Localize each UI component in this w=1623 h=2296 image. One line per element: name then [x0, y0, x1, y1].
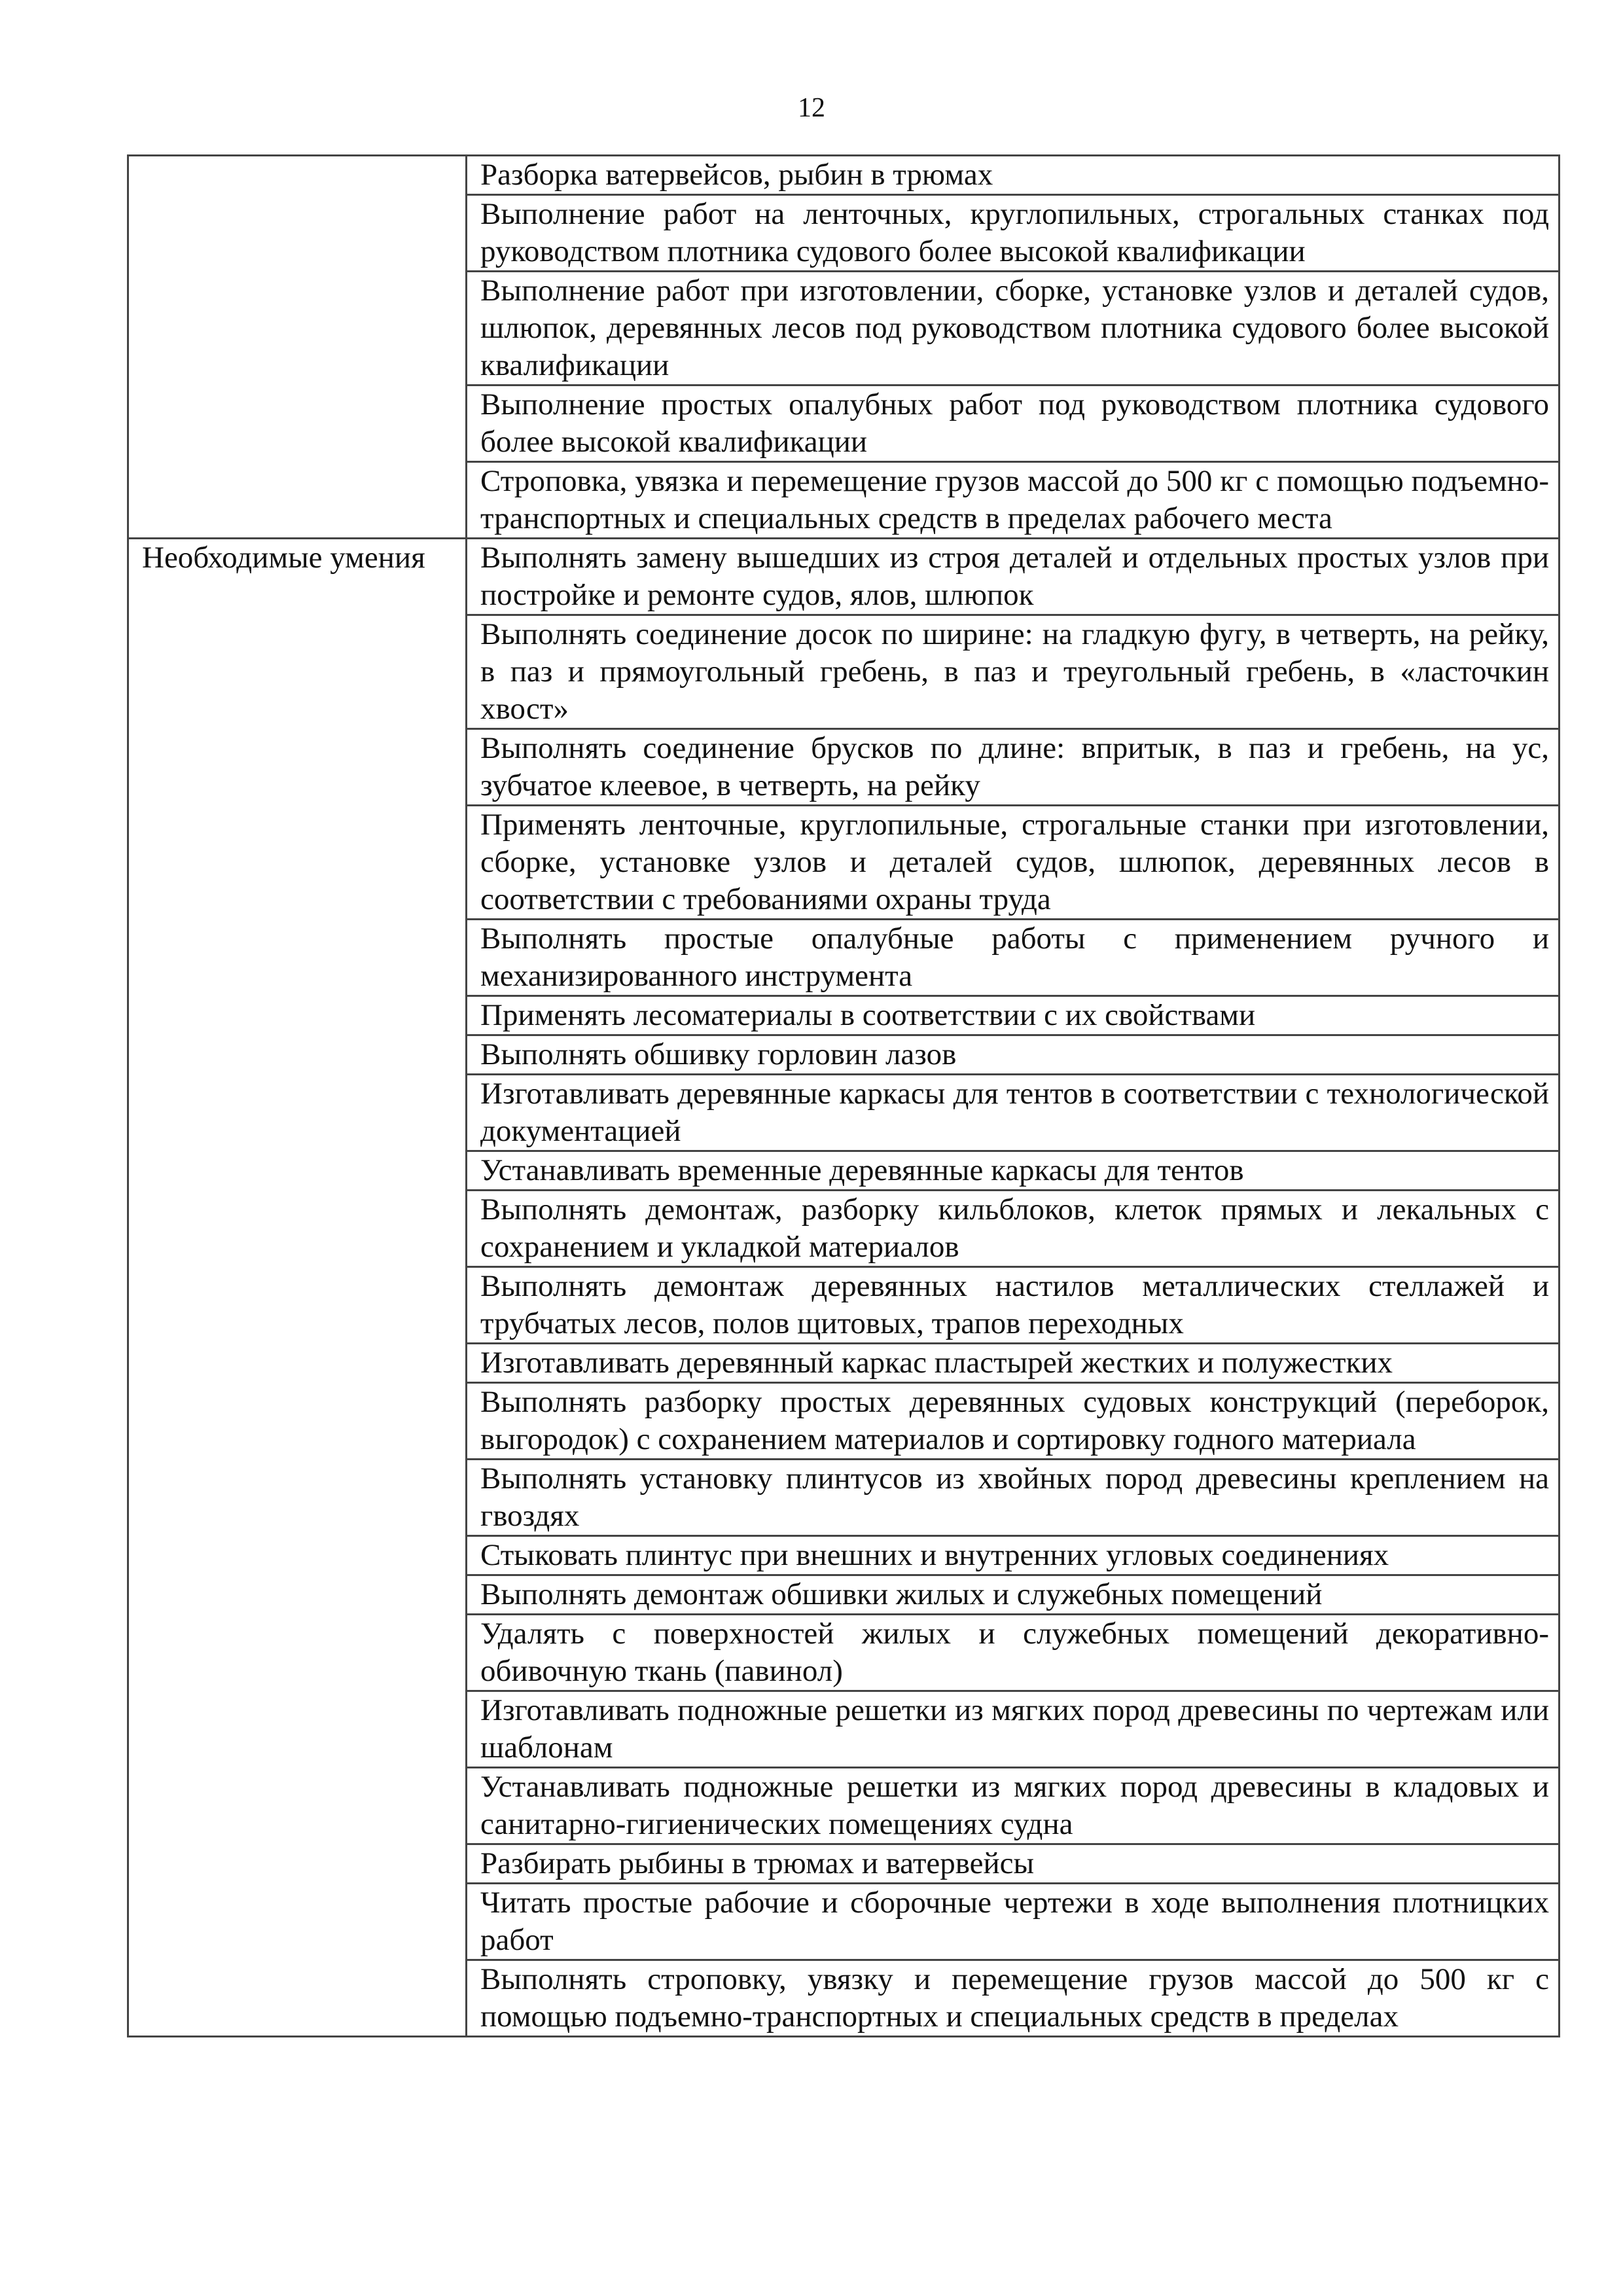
- table-cell: Выполнять замену вышедших из строя деталей и отдельных простых узлов при постройке и ремонте судов, ялов, шлюпок: [467, 539, 1560, 615]
- skills-table: [127, 154, 1560, 2037]
- table-cell: Выполнять демонтаж деревянных настилов металлических стеллажей и трубчатых лесов, полов щитовых, трапов переходных: [467, 1267, 1560, 1344]
- table-row: [128, 156, 1560, 195]
- table-cell: Изготавливать деревянные каркасы для тентов в соответствии с технологической документацией: [467, 1075, 1560, 1151]
- table-cell: Разборка ватервейсов, рыбин в трюмах: [467, 156, 1560, 195]
- table-body: [128, 156, 1560, 2037]
- empty-label-cell: [128, 156, 467, 539]
- table-cell: Устанавливать подножные решетки из мягких пород древесины в кладовых и санитарно-гигиенических помещениях судна: [467, 1768, 1560, 1844]
- table-cell: Строповка, увязка и перемещение грузов массой до 500 кг с помощью подъемно-транспортных и специальных средств в пределах рабочего места: [467, 462, 1560, 539]
- table-cell: Выполнение работ при изготовлении, сборке, установке узлов и деталей судов, шлюпок, деревянных лесов под руководством плотника судового более высокой квалификации: [467, 272, 1560, 386]
- table-cell: Читать простые рабочие и сборочные чертежи в ходе выполнения плотницких работ: [467, 1884, 1560, 1960]
- table-cell: Стыковать плинтус при внешних и внутренних угловых соединениях: [467, 1536, 1560, 1575]
- table-cell: Выполнение работ на ленточных, круглопильных, строгальных станках под руководством плотника судового более высокой квалификации: [467, 195, 1560, 272]
- table-cell: Выполнять разборку простых деревянных судовых конструкций (переборок, выгородок) с сохранением материалов и сортировку годного материала: [467, 1383, 1560, 1460]
- skills-label-cell: Необходимые умения: [128, 539, 467, 2037]
- table-cell: Выполнять демонтаж, разборку кильблоков, клеток прямых и лекальных с сохранением и укладкой материалов: [467, 1191, 1560, 1267]
- table-cell: Выполнение простых опалубных работ под руководством плотника судового более высокой квалификации: [467, 386, 1560, 462]
- table-cell: Изготавливать подножные решетки из мягких пород древесины по чертежам или шаблонам: [467, 1691, 1560, 1768]
- table-cell: Выполнять соединение брусков по длине: впритык, в паз и гребень, на ус, зубчатое клеевое, в четверть, на рейку: [467, 729, 1560, 806]
- table-cell: Выполнять демонтаж обшивки жилых и служебных помещений: [467, 1575, 1560, 1615]
- table-row: [128, 539, 1560, 615]
- table-cell: Устанавливать временные деревянные каркасы для тентов: [467, 1151, 1560, 1191]
- table-cell: Выполнять обшивку горловин лазов: [467, 1035, 1560, 1075]
- table-cell: Выполнять простые опалубные работы с применением ручного и механизированного инструмента: [467, 920, 1560, 996]
- table-cell: Применять ленточные, круглопильные, строгальные станки при изготовлении, сборке, установке узлов и деталей судов, шлюпок, деревянных лесов в соответствии с требованиями охраны труда: [467, 806, 1560, 920]
- table-cell: Выполнять соединение досок по ширине: на гладкую фугу, в четверть, на рейку, в паз и прямоугольный гребень, в паз и треугольный гребень, в «ласточкин хвост»: [467, 615, 1560, 729]
- table-cell: Разбирать рыбины в трюмах и ватервейсы: [467, 1844, 1560, 1884]
- page-number: 12: [798, 93, 825, 123]
- table-cell: Удалять с поверхностей жилых и служебных помещений декоративно-обивочную ткань (павинол): [467, 1615, 1560, 1691]
- table-cell: Выполнять установку плинтусов из хвойных пород древесины креплением на гвоздях: [467, 1460, 1560, 1536]
- table-cell: Применять лесоматериалы в соответствии с их свойствами: [467, 996, 1560, 1035]
- table-cell: Выполнять строповку, увязку и перемещение грузов массой до 500 кг с помощью подъемно-транспортных и специальных средств в пределах: [467, 1960, 1560, 2037]
- table-cell: Изготавливать деревянный каркас пластырей жестких и полужестких: [467, 1344, 1560, 1383]
